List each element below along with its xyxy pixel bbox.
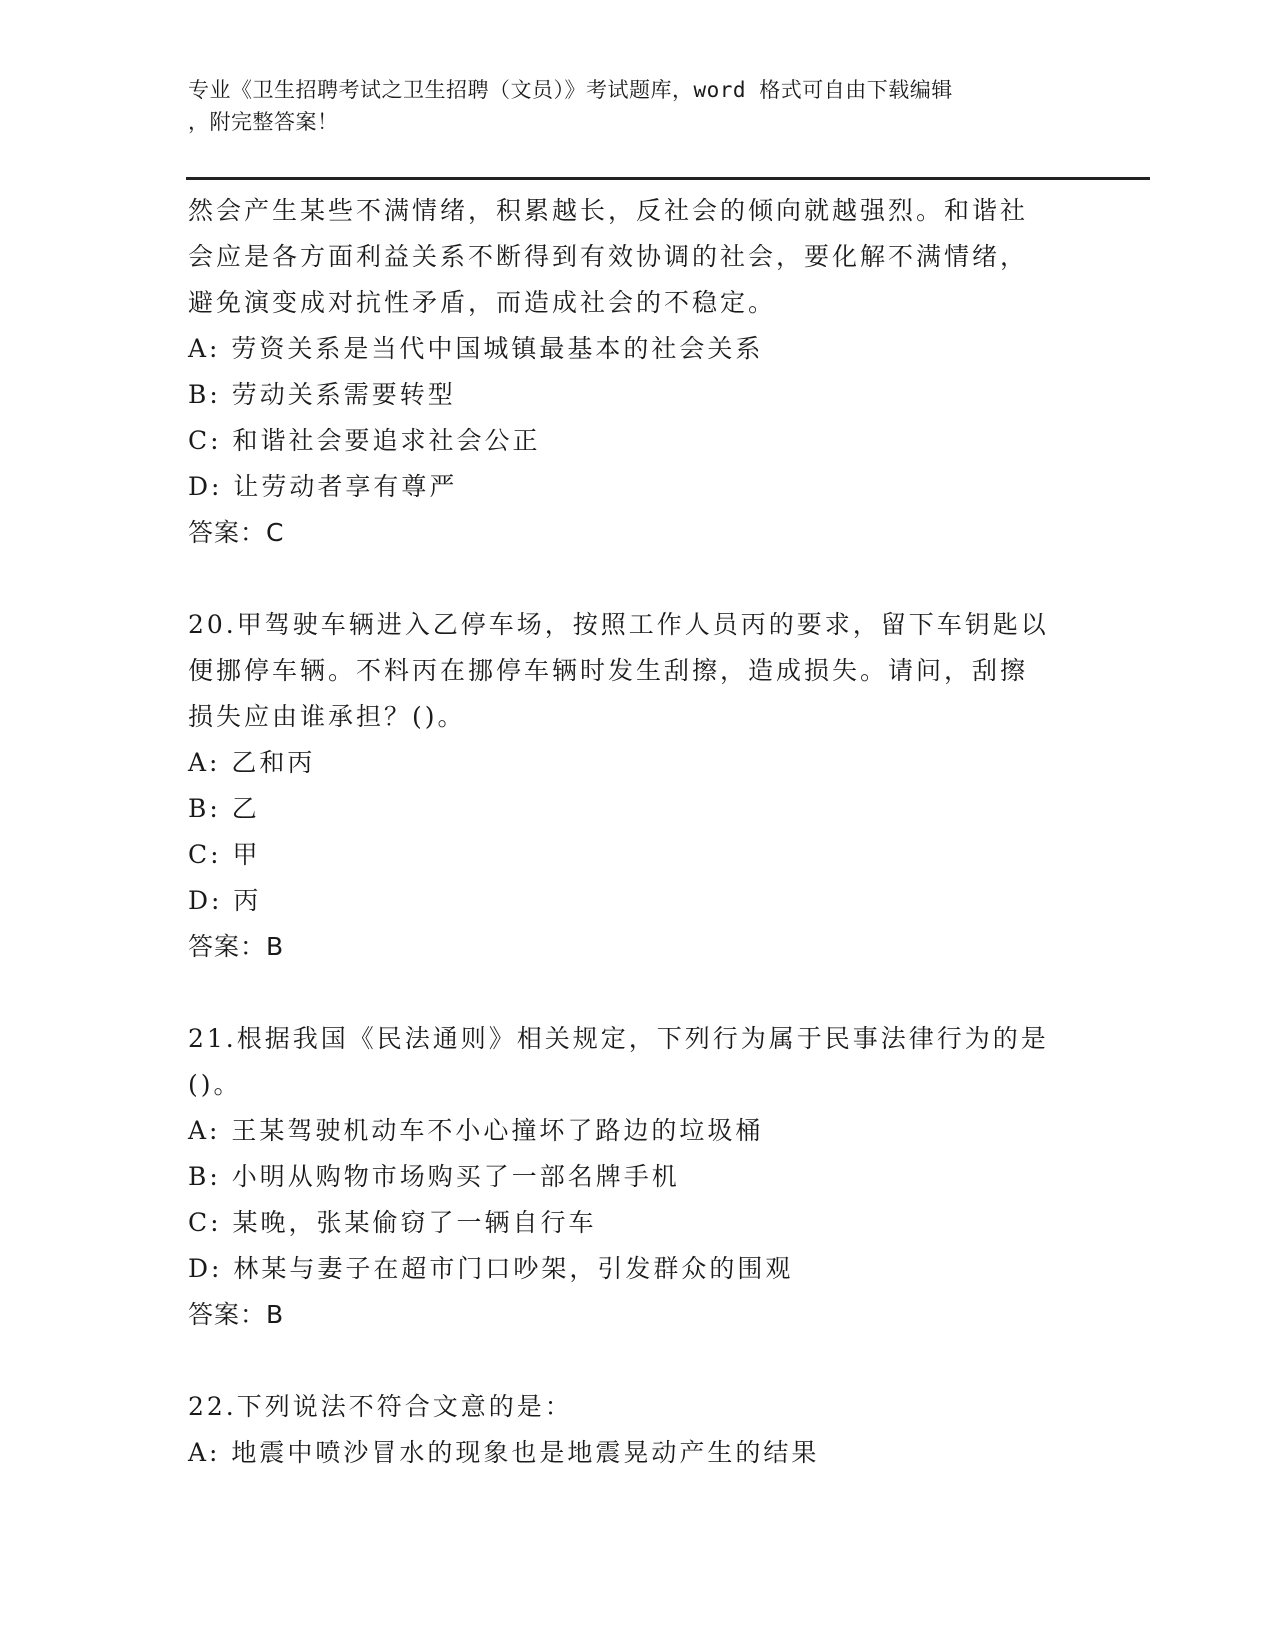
question-21 [188, 1016, 1088, 1338]
answer: 答案：B [188, 1300, 285, 1329]
question-19 [188, 188, 1088, 556]
question-stem-line: ()。 [188, 1070, 242, 1099]
question-22 [188, 1384, 1088, 1476]
question-stem-line: 便挪停车辆。不料丙在挪停车辆时发生刮擦，造成损失。请问，刮擦 [188, 656, 1029, 685]
option-a: A: 王某驾驶机动车不小心撞坏了路边的垃圾桶 [188, 1116, 764, 1145]
question-stem-line: 然会产生某些不满情绪，积累越长，反社会的倾向就越强烈。和谐社 [188, 196, 1029, 225]
option-a: A: 地震中喷沙冒水的现象也是地震晃动产生的结果 [188, 1438, 820, 1467]
header-line-1: 专业《卫生招聘考试之卫生招聘（文员）》考试题库，word 格式可自由下载编辑 [188, 78, 953, 102]
option-c: C: 某晚，张某偷窃了一辆自行车 [188, 1208, 597, 1237]
answer: 答案：B [188, 932, 285, 961]
option-b: B: 乙 [188, 794, 260, 823]
option-b: B: 小明从购物市场购买了一部名牌手机 [188, 1162, 680, 1191]
question-stem-line: 22.下列说法不符合文意的是： [188, 1392, 573, 1421]
question-spacer [188, 556, 1088, 602]
option-a: A: 劳资关系是当代中国城镇最基本的社会关系 [188, 334, 764, 363]
question-stem-line: 损失应由谁承担？()。 [188, 702, 466, 731]
option-c: C: 和谐社会要追求社会公正 [188, 426, 541, 455]
option-d: D: 丙 [188, 886, 262, 915]
question-stem-line: 21.根据我国《民法通则》相关规定，下列行为属于民事法律行为的是 [188, 1024, 1049, 1053]
question-spacer [188, 970, 1088, 1016]
option-a: A: 乙和丙 [188, 748, 316, 777]
document-header [188, 74, 1068, 138]
header-divider [186, 177, 1150, 180]
question-stem-line: 避免演变成对抗性矛盾，而造成社会的不稳定。 [188, 288, 777, 317]
question-spacer [188, 1338, 1088, 1384]
option-d: D: 让劳动者享有尊严 [188, 472, 458, 501]
question-stem-line: 20.甲驾驶车辆进入乙停车场，按照工作人员丙的要求，留下车钥匙以 [188, 610, 1049, 639]
option-b: B: 劳动关系需要转型 [188, 380, 456, 409]
answer: 答案：C [188, 518, 285, 547]
document-body [188, 188, 1088, 1476]
question-20 [188, 602, 1088, 970]
header-line-2: ，附完整答案！ [188, 110, 339, 134]
option-c: C: 甲 [188, 840, 261, 869]
option-d: D: 林某与妻子在超市门口吵架，引发群众的围观 [188, 1254, 794, 1283]
question-stem-line: 会应是各方面利益关系不断得到有效协调的社会，要化解不满情绪， [188, 242, 1029, 271]
